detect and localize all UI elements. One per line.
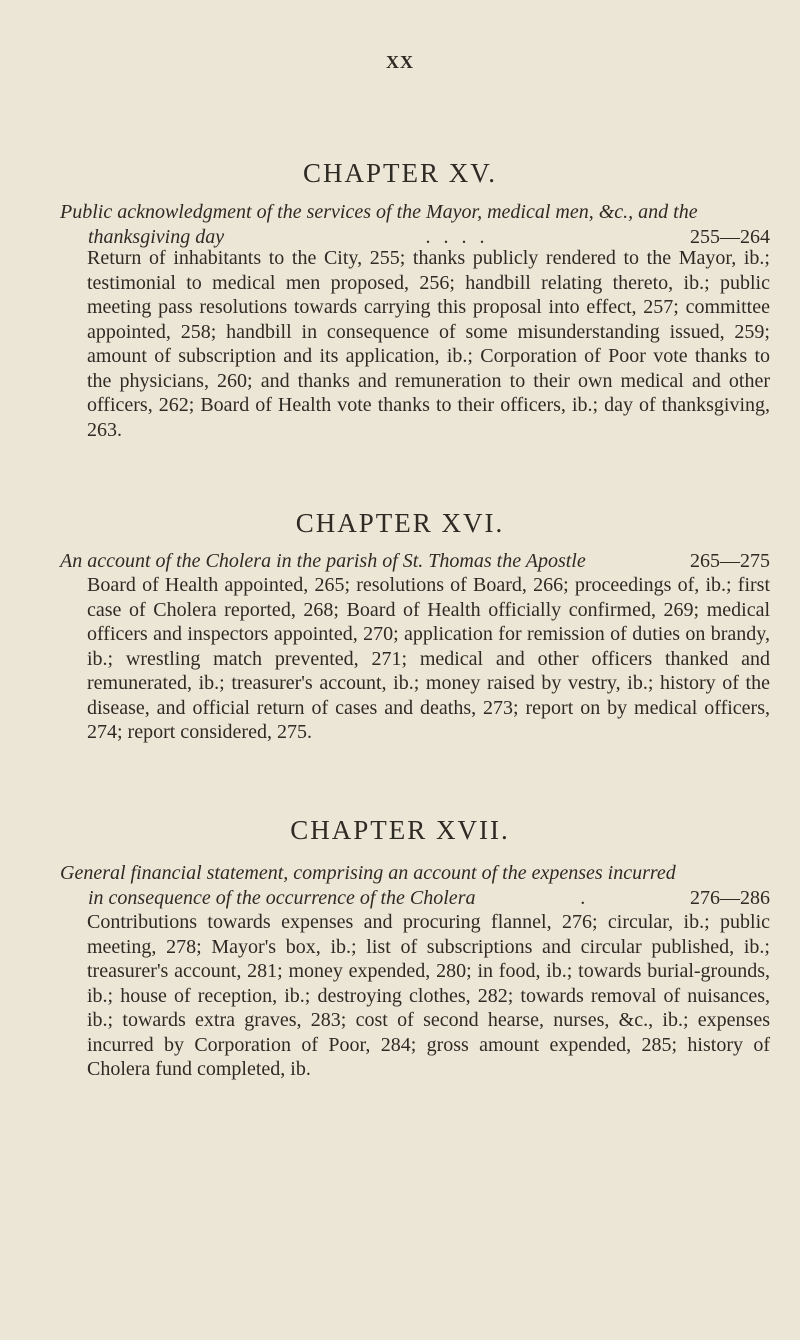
summary-line: in consequence of the occurrence of the Cholera <box>88 886 476 909</box>
chapter-summary-xvii <box>60 861 770 910</box>
page-range: 265—275 <box>690 550 770 572</box>
dot-leaders: . <box>580 886 586 909</box>
chapter-summary-xvi <box>60 549 770 574</box>
summary-line-with-pages <box>60 549 770 574</box>
summary-line: Public acknowledgment of the services of the Mayor, medical men, &c., and the <box>60 201 698 223</box>
chapter-summary-xv <box>60 200 770 249</box>
chapter-contents-xvii: Contributions towards expenses and procuring flannel, 276; circular, ib.; public meeting, 278; Mayor's box, ib.; list of subscriptions and circular published, ib.; treasurer's account, 281; money expended, 280; in food, ib.; towards burial-grounds, ib.; house of reception, ib.; destroying clothes, 282; towards removal of nuisances, ib.; towards extra graves, 283; cost of second hearse, nurses, &c., ib.; expenses incurred by Corporation of Poor, 284; gross amount expended, 285; history of Cholera fund completed, ib. <box>87 911 770 1080</box>
summary-line-with-pages <box>60 886 770 911</box>
page-range: 276—286 <box>690 886 770 909</box>
summary-line: An account of the Cholera in the parish of St. Thomas the Apostle <box>60 550 586 572</box>
chapter-contents-xvi: Board of Health appointed, 265; resolutions of Board, 266; proceedings of, ib.; first case of Cholera reported, 268; Board of Health officially confirmed, 269; medical officers and inspectors appointed, 270; application for remission of duties on brandy, ib.; wrestling match prevented, 271; medical and other officers thanked and remunerated, ib.; treasurer's account, ib.; money raised by vestry, ib.; history of the disease, and official return of cases and deaths, 273; report on by medical officers, 274; report considered, 275. <box>87 574 770 743</box>
chapter-heading-xv: CHAPTER XV. <box>302 158 498 188</box>
summary-line: thanksgiving day <box>88 225 225 248</box>
chapter-heading-xvi: CHAPTER XVI. <box>295 508 505 538</box>
page-range: 255—264 <box>690 225 770 248</box>
chapter-heading-xvii: CHAPTER XVII. <box>290 815 510 845</box>
summary-line: General financial statement, comprising an account of the expenses incurred <box>60 862 676 884</box>
dot-leaders: . . . . <box>425 225 489 248</box>
chapter-contents-xv: Return of inhabitants to the City, 255; thanks publicly rendered to the Mayor, ib.; testimonial to medical men proposed, 256; handbill relating thereto, ib.; public meeting pass resolutions towards carrying this proposal into effect, 257; committee appointed, 258; handbill in consequence of some misunderstanding issued, 259; amount of subscription and its application, ib.; Corporation of Poor vote thanks to the physicians, 260; and thanks and remuneration to their own medical and other officers, 262; Board of Health vote thanks to their officers, ib.; day of thanksgiving, 263. <box>87 247 770 441</box>
page-folio: XX <box>386 52 414 72</box>
